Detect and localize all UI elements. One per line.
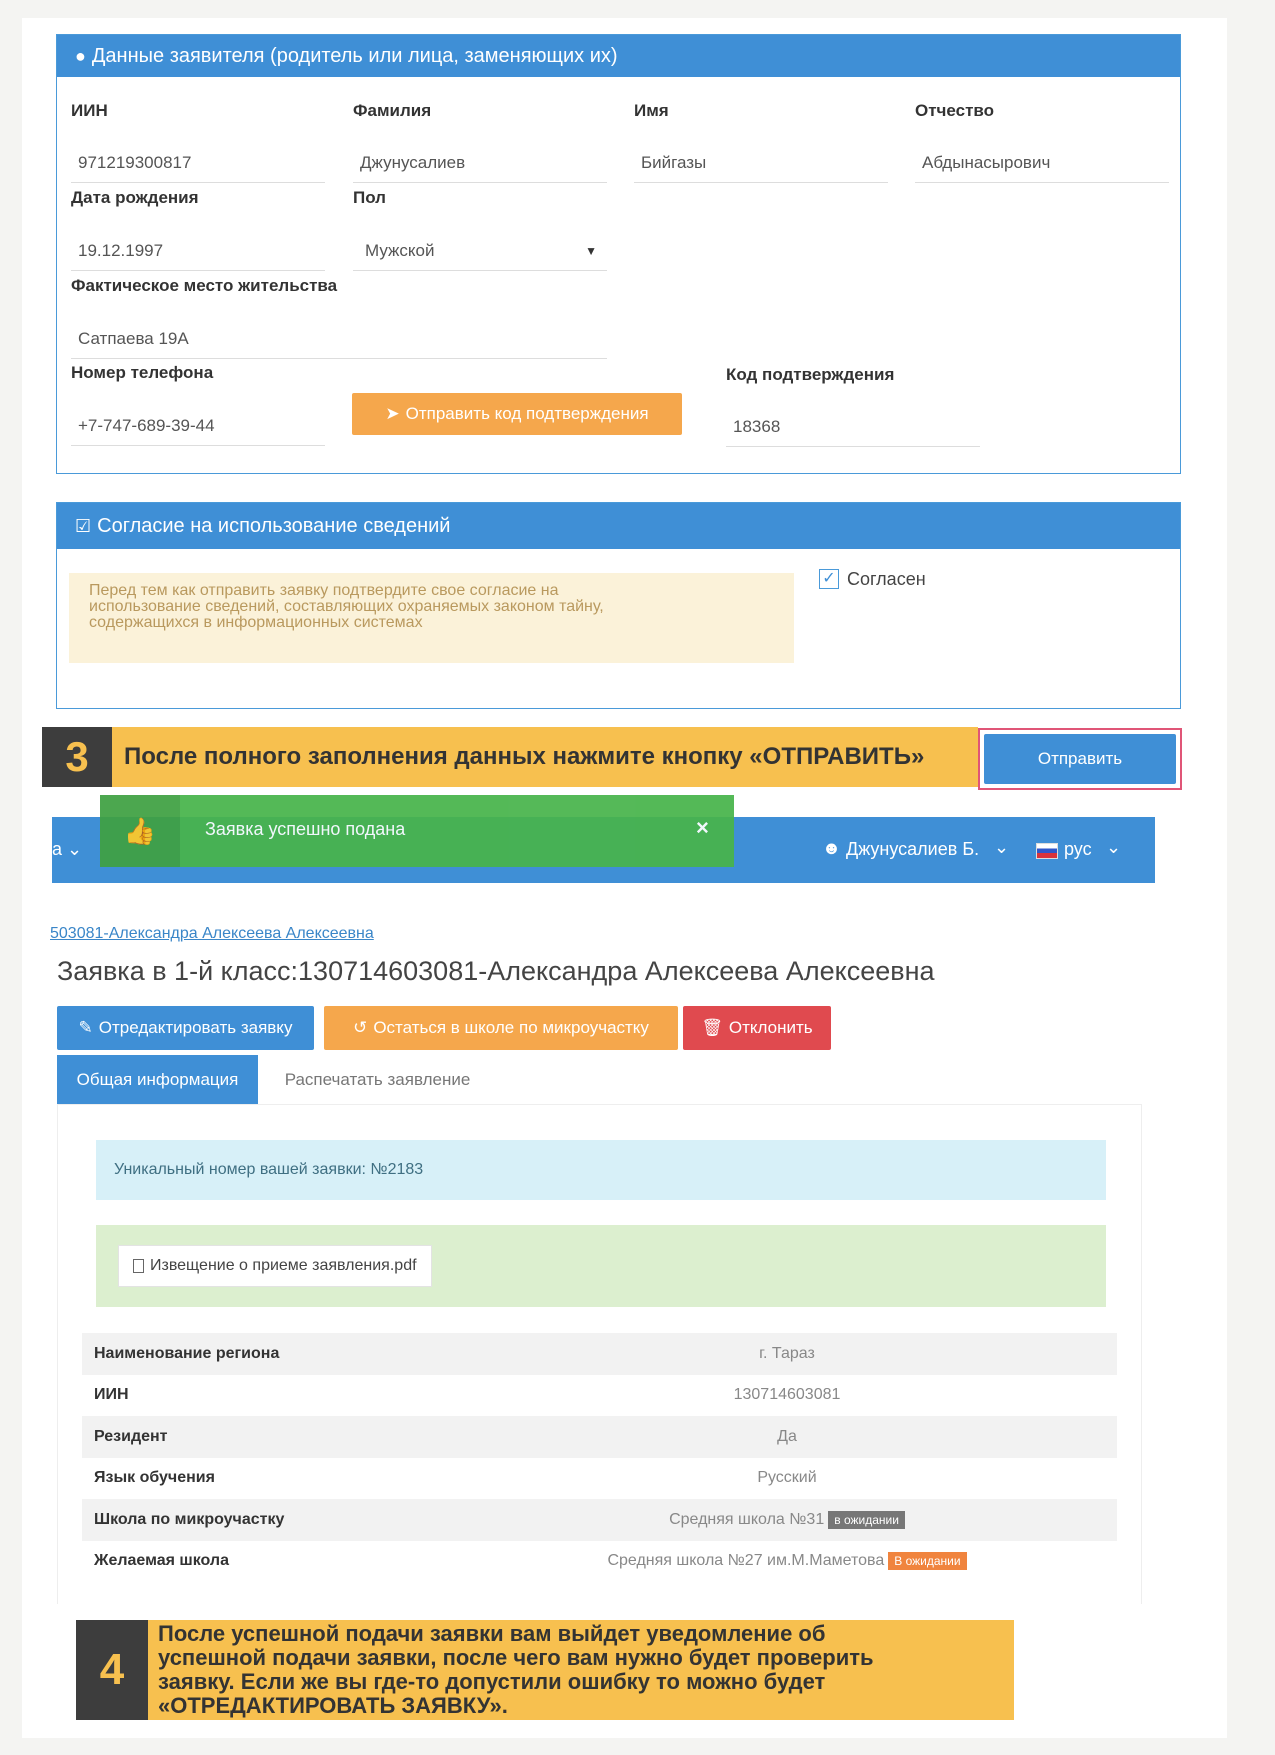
user-outline-icon: ☻: [822, 838, 841, 858]
unique-number-alert: Уникальный номер вашей заявки: №2183: [96, 1140, 1106, 1200]
stay-in-school-button[interactable]: [324, 1006, 678, 1050]
consent-header-text: Согласие на использование сведений: [97, 515, 451, 537]
row-value: 130714603081: [733, 1386, 841, 1404]
page-title: Заявка в 1-й класс:130714603081-Александра Алексеева Алексеевна: [57, 956, 935, 986]
submit-button[interactable]: Отправить: [984, 734, 1176, 784]
stay-in-school-label: Остаться в школе по микроучастку: [373, 1018, 649, 1037]
lastname-field[interactable]: Джунусалиев: [353, 145, 607, 183]
dropdown-caret-icon: ▼: [585, 244, 597, 258]
address-field[interactable]: Сатпаева 19А: [71, 321, 607, 359]
row-value: Русский: [757, 1469, 817, 1487]
chevron-down-icon: ⌄: [1106, 837, 1122, 857]
success-toast: [100, 795, 734, 867]
step4-line2: успешной подачи заявки, после чего вам нужно будет проверить: [158, 1645, 874, 1670]
row-key: Наименование региона: [94, 1344, 280, 1362]
firstname-label: Имя: [634, 101, 669, 120]
pdf-download-link[interactable]: [118, 1245, 432, 1287]
patronymic-label: Отчество: [915, 101, 995, 120]
check-square-icon: ☑: [75, 516, 92, 536]
breadcrumb-link[interactable]: 503081-Александра Алексеева Алексеевна: [50, 925, 374, 942]
birthdate-field[interactable]: 19.12.1997: [71, 233, 325, 271]
step4-line1: После успешной подачи заявки вам выйдет уведомление об: [158, 1621, 826, 1646]
row-key: Резидент: [94, 1427, 168, 1445]
row-value-cell: [457, 1541, 1117, 1583]
step4-number: 4: [76, 1620, 148, 1720]
address-label: Фактическое место жительства: [71, 276, 338, 295]
consent-agree-label: Согласен: [847, 569, 926, 589]
tab-general-info[interactable]: Общая информация: [57, 1055, 258, 1105]
consent-note: [69, 573, 794, 663]
step3-text: После полного заполнения данных нажмите кнопку «ОТПРАВИТЬ»: [124, 743, 925, 770]
table-row: [82, 1416, 1117, 1458]
gender-value: Мужской: [365, 241, 435, 260]
applicant-header-text: Данные заявителя (родитель или лица, заменяющих их): [91, 45, 618, 67]
undo-icon: ↺: [353, 1018, 368, 1037]
user-icon: ●: [75, 46, 86, 66]
toast-message: Заявка успешно подана: [205, 819, 406, 839]
status-badge: в ожидании: [828, 1511, 905, 1529]
row-key: Желаемая школа: [94, 1552, 229, 1570]
table-row: [82, 1375, 1117, 1417]
row-key: Школа по микроучастку: [94, 1510, 285, 1528]
consent-note-line1: Перед тем как отправить заявку подтвердите свое согласие на: [89, 582, 559, 599]
toast-close-button[interactable]: ×: [696, 815, 709, 840]
applicant-panel: [56, 34, 1181, 474]
row-key: Язык обучения: [94, 1469, 215, 1487]
thumbs-up-icon: 👍: [123, 815, 157, 846]
code-label: Код подтверждения: [726, 365, 895, 384]
consent-checkbox[interactable]: ✓: [819, 569, 839, 589]
phone-label: Номер телефона: [71, 363, 214, 382]
gender-select[interactable]: [353, 233, 607, 271]
step3-number: 3: [42, 727, 112, 787]
navbar-left-fragment[interactable]: а ⌄: [52, 839, 83, 859]
pencil-icon: ✎: [78, 1018, 93, 1037]
user-menu[interactable]: Джунусалиев Б.: [846, 839, 980, 859]
table-row: [82, 1541, 1117, 1583]
paper-plane-icon: ➤: [385, 404, 400, 423]
chevron-down-icon: ⌄: [994, 837, 1010, 857]
row-value: Средняя школа №27 им.М.Маметова: [607, 1552, 885, 1570]
consent-panel-header: [57, 503, 1180, 549]
step4-line3: заявку. Если же вы где-то допустили ошибку то можно будет: [158, 1669, 826, 1694]
row-value-cell: [457, 1499, 1117, 1541]
iin-field[interactable]: 971219300817: [71, 145, 325, 183]
trash-icon: 🗑: [701, 1018, 723, 1037]
russian-flag-icon: [1036, 843, 1058, 859]
row-key: ИИН: [94, 1386, 129, 1404]
language-menu[interactable]: рус: [1064, 839, 1092, 859]
row-value: Средняя школа №31: [669, 1510, 825, 1528]
consent-panel: [56, 502, 1181, 709]
step4-line4: «ОТРЕДАКТИРОВАТЬ ЗАЯВКУ».: [158, 1693, 508, 1718]
application-info-table: [82, 1333, 1117, 1582]
table-row: [82, 1333, 1117, 1375]
applicant-panel-header: [57, 35, 1180, 77]
toast-icon-box: [100, 795, 180, 867]
step4-text: [158, 1622, 874, 1718]
patronymic-field[interactable]: Абдынасырович: [915, 145, 1169, 183]
consent-note-line2: использование сведений, составляющих охраняемых законом тайну,: [89, 598, 604, 615]
reject-label: Отклонить: [728, 1018, 813, 1037]
lastname-label: Фамилия: [353, 101, 432, 120]
pdf-link-label: Извещение о приеме заявления.pdf: [150, 1257, 417, 1274]
table-row: [82, 1458, 1117, 1500]
code-field[interactable]: 18368: [726, 409, 980, 447]
download-alert: [96, 1225, 1106, 1307]
phone-field[interactable]: +7-747-689-39-44: [71, 408, 325, 446]
edit-application-button[interactable]: [57, 1006, 314, 1050]
birthdate-label: Дата рождения: [71, 188, 199, 207]
consent-note-line3: содержащихся в информационных системах: [89, 614, 423, 631]
gender-label: Пол: [353, 188, 386, 207]
tab-print-application[interactable]: Распечатать заявление: [260, 1055, 495, 1105]
send-code-button[interactable]: [352, 393, 682, 435]
status-badge: В ожидании: [888, 1552, 966, 1570]
row-value: г. Тараз: [759, 1344, 815, 1362]
firstname-field[interactable]: Бийгазы: [634, 145, 888, 183]
row-value: Да: [777, 1427, 797, 1445]
send-code-label: Отправить код подтверждения: [405, 404, 649, 423]
iin-label: ИИН: [71, 101, 108, 120]
table-row: [82, 1499, 1117, 1541]
edit-application-label: Отредактировать заявку: [98, 1018, 293, 1037]
file-pdf-icon: [133, 1259, 144, 1273]
reject-button[interactable]: [683, 1006, 831, 1050]
